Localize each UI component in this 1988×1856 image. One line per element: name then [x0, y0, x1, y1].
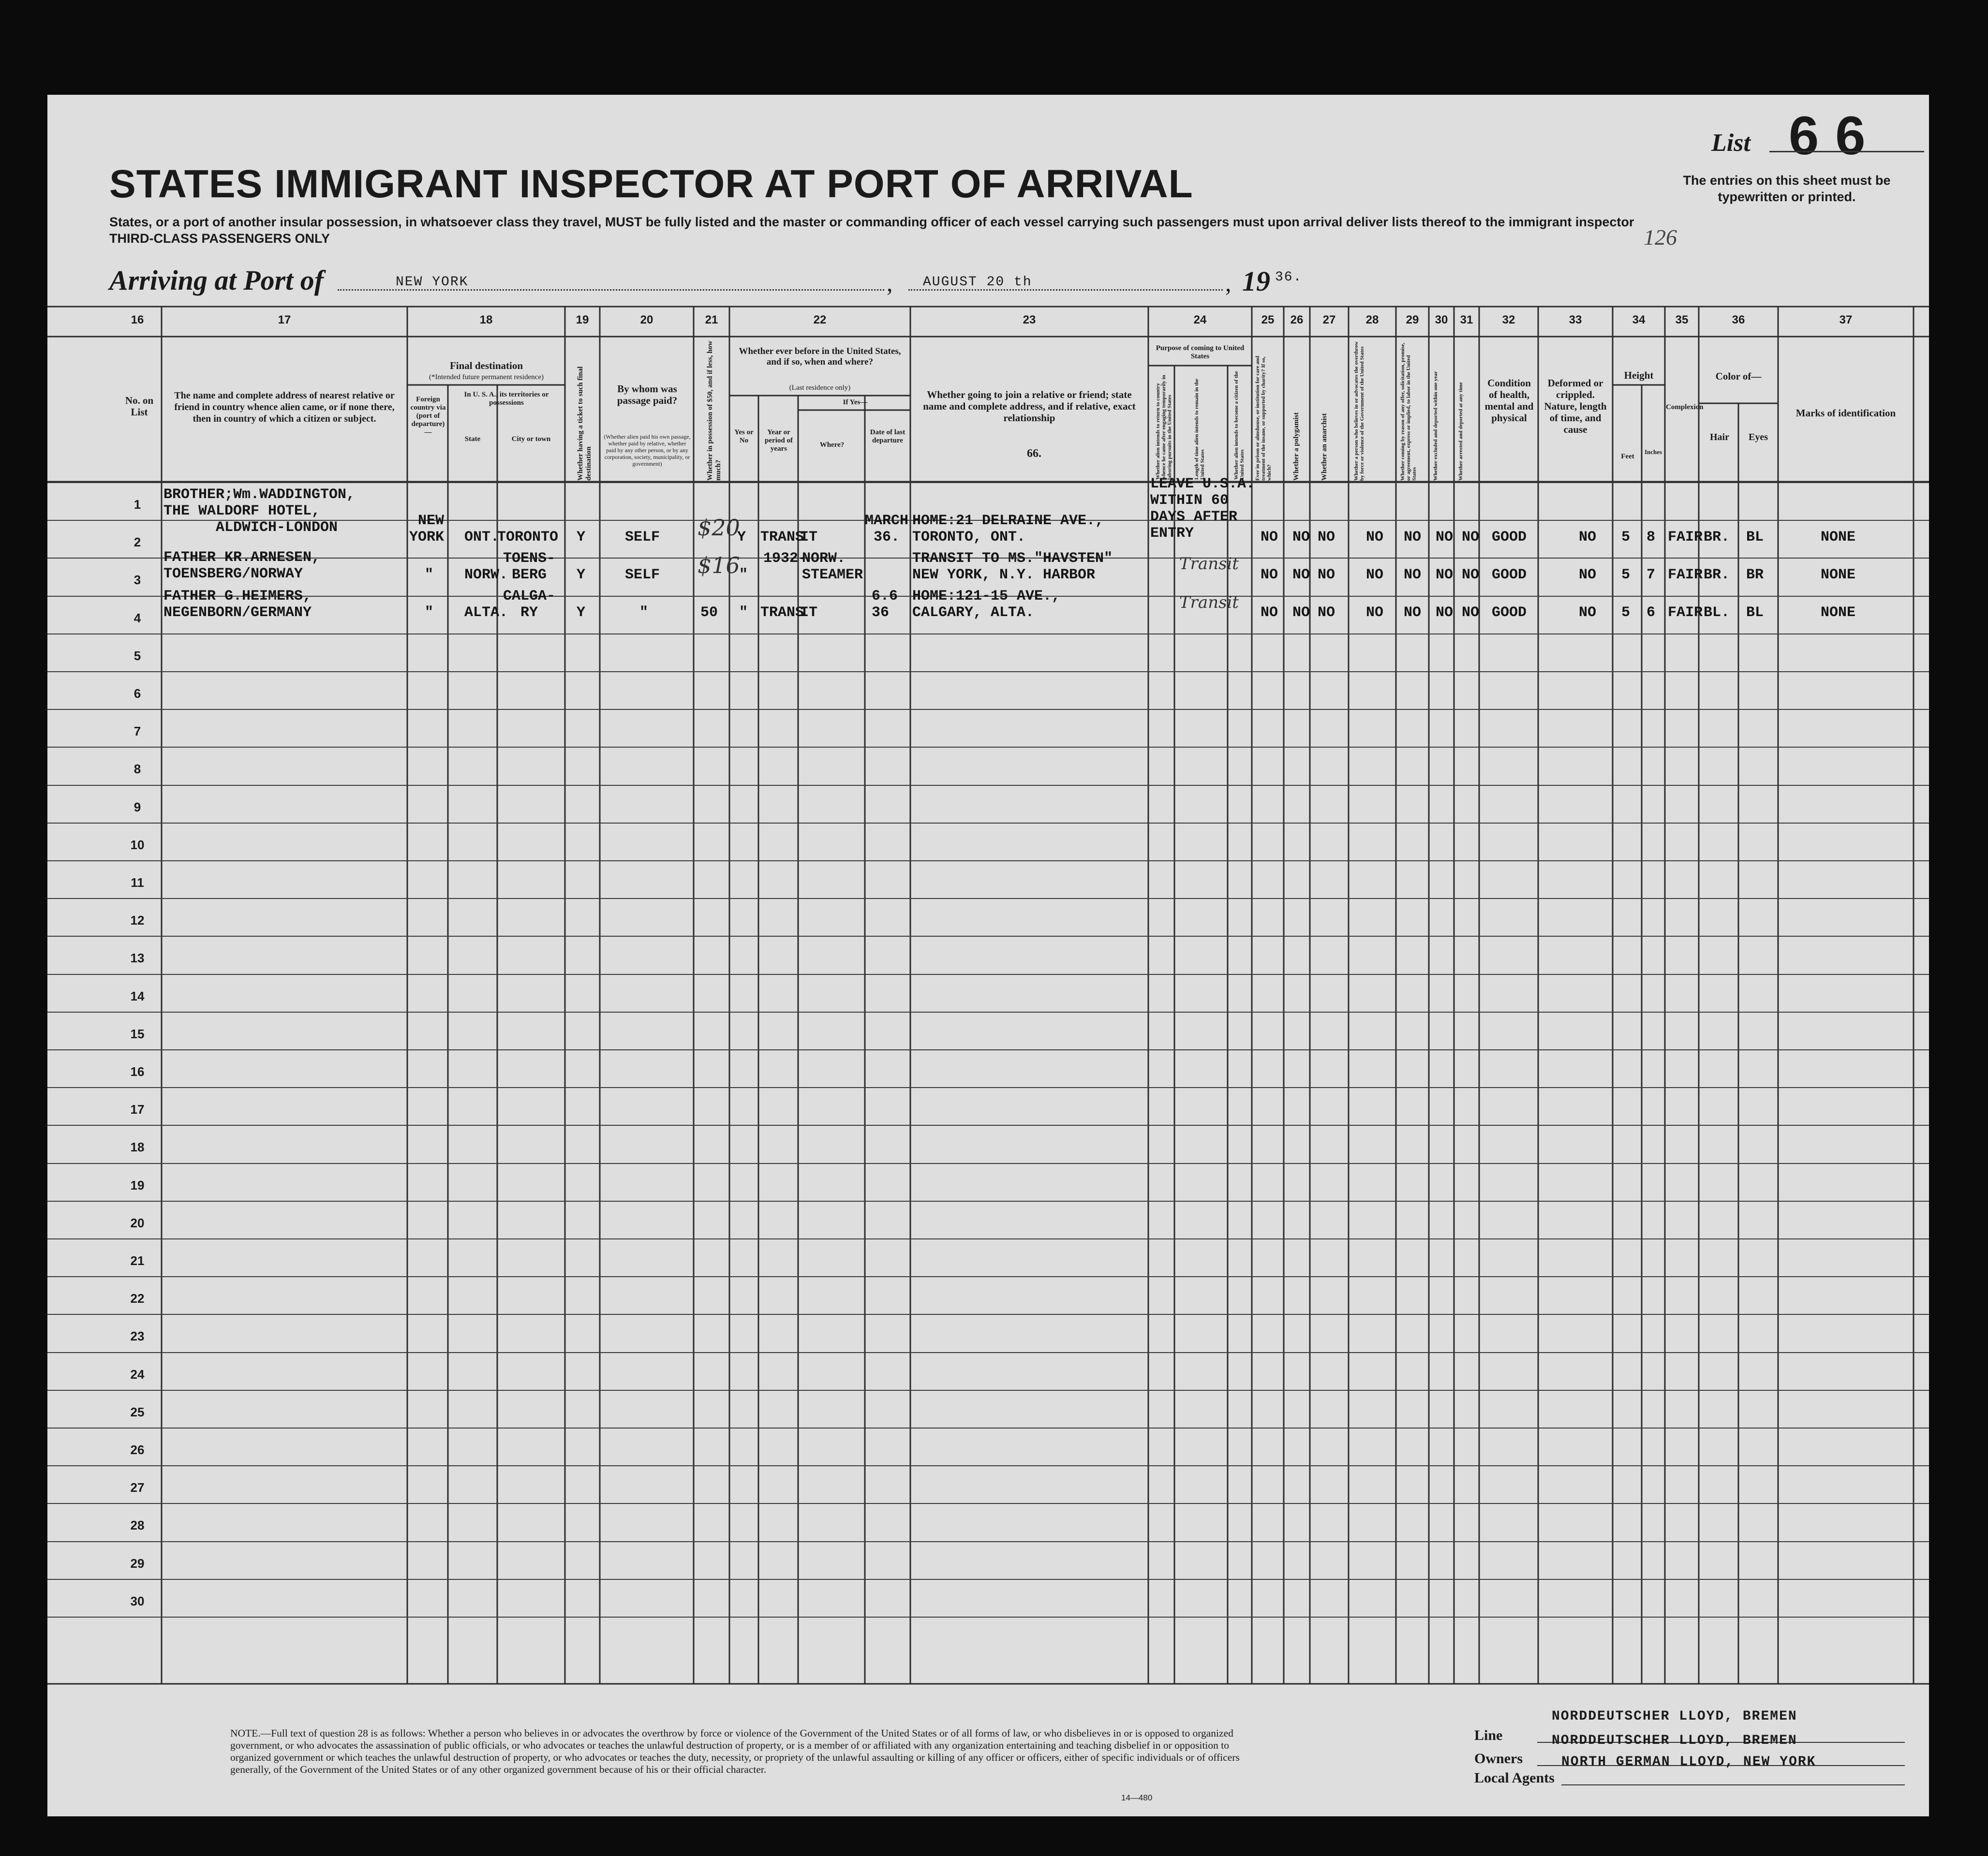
- header-polygamist: Whether a polygamist: [1292, 412, 1300, 481]
- header-health: Condition of health, mental and physical: [1484, 377, 1534, 424]
- row-number: 24: [130, 1367, 145, 1382]
- row1-year: TRANS: [760, 529, 804, 545]
- row2-money: $16: [697, 552, 740, 578]
- row-number: 30: [130, 1594, 145, 1608]
- row1-foreign: NEW YORK: [409, 513, 445, 545]
- column-number: 18: [479, 313, 493, 326]
- port-value: NEW YORK: [396, 275, 469, 290]
- column-number: 26: [1290, 313, 1304, 326]
- header-state: State: [464, 435, 481, 443]
- row1-hair: BR.: [1704, 529, 1730, 545]
- header-final-destination-note: (*Intended future permanent residence): [429, 373, 544, 381]
- header-deported: Whether arrested and deported at any time: [1458, 382, 1464, 481]
- row2-where: NORW. STEAMER: [802, 550, 863, 583]
- row2-yes-no: ": [739, 567, 748, 583]
- line-label: Line: [1474, 1727, 1503, 1743]
- page-title: STATES IMMIGRANT INSPECTOR AT PORT OF ARRIVAL: [109, 162, 1193, 206]
- column-number: 23: [1023, 313, 1036, 326]
- row3-marks: NONE: [1821, 604, 1856, 621]
- row3-flag: NO: [1404, 604, 1422, 621]
- row-number: 28: [130, 1518, 145, 1532]
- row-number: 12: [130, 913, 145, 928]
- arriving-label: Arriving at Port of: [109, 265, 324, 296]
- row-number: 16: [130, 1064, 145, 1079]
- row2-feet: 5: [1621, 567, 1631, 583]
- header-labor-offer: Whether coming by reason of any offer, solicitation, promise, or agreement, express or implied, to labor in the United States: [1400, 342, 1417, 481]
- row3-inches: 6: [1647, 604, 1656, 621]
- row1-joining: HOME:21 DELRAINE AVE., TORONTO, ONT.: [912, 513, 1104, 545]
- row3-flag: NO: [1292, 604, 1310, 621]
- column-number: 36: [1732, 313, 1745, 326]
- header-in-usa: In U. S. A., its territories or possessions: [464, 391, 549, 407]
- row2-marks: NONE: [1821, 567, 1856, 583]
- row1-deformed: NO: [1579, 529, 1597, 545]
- header-ticket: Whether having a ticket to such final destination: [577, 366, 593, 481]
- header-overthrow: Whether a person who believes in or advocates the overthrow by force or violence of the Government of the United States: [1353, 341, 1365, 481]
- row2-inches: 7: [1647, 567, 1656, 583]
- header-if-yes: If Yes—: [843, 398, 868, 406]
- row1-health: GOOD: [1492, 529, 1527, 545]
- column-number: 21: [705, 313, 718, 326]
- row-number: 5: [134, 648, 141, 663]
- row-number: 18: [130, 1140, 145, 1154]
- row2-flag: NO: [1404, 567, 1422, 583]
- row3-purpose: Transit: [1179, 593, 1239, 612]
- comma: ,: [887, 269, 893, 296]
- agents-rule: [1561, 1784, 1905, 1785]
- header-height: Height: [1624, 369, 1654, 381]
- header-passage-paid: By whom was passage paid?: [617, 383, 678, 406]
- header-deformed: Deformed or crippled. Nature, length of time, and cause: [1544, 377, 1607, 435]
- header-inches: Inches: [1644, 448, 1662, 456]
- header-color-of: Color of—: [1715, 370, 1762, 382]
- row-number: 8: [134, 762, 141, 776]
- row2-eyes: BR: [1746, 567, 1764, 583]
- row-number: 1: [134, 497, 141, 512]
- row1-flag: NO: [1292, 529, 1310, 545]
- row2-joining: TRANSIT TO MS."HAVSTEN" NEW YORK, N.Y. HARBOR: [912, 550, 1113, 583]
- row-number: 20: [130, 1216, 145, 1230]
- header-passage-paid-note: (Whether alien paid his own passage, whether paid by relative, whether paid by any other person, or by any corporation, society, municipality, or government): [604, 433, 691, 467]
- row-number: 3: [134, 573, 141, 587]
- row3-flag: NO: [1261, 604, 1278, 621]
- header-foreign-country: Foreign country via (port of departure)—: [410, 396, 446, 436]
- row2-purpose: Transit: [1179, 554, 1239, 574]
- row3-flag: NO: [1366, 604, 1384, 621]
- handwritten-number: 126: [1644, 225, 1677, 250]
- row1-state: ONT.: [464, 529, 500, 545]
- sheet-note: The entries on this sheet must be typewritten or printed.: [1683, 173, 1891, 204]
- row3-deformed: NO: [1579, 604, 1597, 621]
- row2-city: TOENS- BERG: [503, 550, 556, 583]
- row2-flag: NO: [1261, 567, 1278, 583]
- row3-feet: 5: [1621, 604, 1631, 621]
- column-number: 20: [640, 313, 653, 326]
- manifest-grid: [47, 95, 1929, 1816]
- header-ever-before: Whether ever before in the United States, and if so, when and where?: [739, 346, 901, 367]
- row-number: 23: [130, 1329, 145, 1343]
- row-number: 15: [130, 1027, 145, 1041]
- row-number: 29: [130, 1556, 145, 1571]
- year-prefix: 19: [1242, 265, 1270, 297]
- header-excluded: Whether excluded and deported within one year: [1433, 371, 1439, 481]
- header-complexion: Complexion: [1666, 403, 1704, 411]
- row1-eyes: BL: [1746, 529, 1764, 545]
- row2-relative: FATHER KR.ARNESEN, TOENSBERG/NORWAY: [163, 549, 321, 582]
- header-where: Where?: [819, 441, 845, 449]
- header-city: City or town: [511, 435, 551, 443]
- row-number: 10: [130, 838, 145, 852]
- row2-flag: NO: [1436, 567, 1454, 583]
- form-code: 14—480: [1121, 1793, 1153, 1802]
- header-anarchist: Whether an anarchist: [1320, 413, 1328, 481]
- header-yes-no: Yes or No: [734, 428, 754, 444]
- row1-city: TORONTO: [497, 529, 559, 545]
- row-number: 14: [130, 989, 145, 1003]
- row-number: 19: [130, 1178, 145, 1193]
- agents-value: NORTH GERMAN LLOYD, NEW YORK: [1561, 1754, 1816, 1769]
- subtitle-line-2: THIRD-CLASS PASSENGERS ONLY: [109, 231, 330, 246]
- row3-ticket: Y: [577, 604, 586, 621]
- row3-complexion: FAIR: [1668, 604, 1703, 621]
- header-joining: Whether going to join a relative or friend; state name and complete address, and if relative, exact relationship: [923, 389, 1136, 424]
- header-year-period: Year or period of years: [765, 428, 793, 453]
- row2-state: NORW.: [464, 567, 508, 583]
- row-number: 11: [131, 875, 144, 890]
- row3-where: IT: [800, 604, 818, 621]
- row1-flag: NO: [1404, 529, 1422, 545]
- row1-feet: 5: [1621, 529, 1631, 545]
- row-number: 13: [130, 951, 145, 965]
- row-number: 2: [134, 535, 141, 549]
- row-number: 27: [130, 1480, 145, 1495]
- column-number: 33: [1569, 313, 1582, 326]
- line-value: NORDDEUTSCHER LLOYD, BREMEN: [1552, 1709, 1797, 1724]
- row-number: 25: [130, 1405, 145, 1419]
- header-prison: Ever in prison or almshouse, or institution for care and treatment of the insane, or supported by charity? If so, which?: [1255, 355, 1272, 481]
- owners-value: NORDDEUTSCHER LLOYD, BREMEN: [1552, 1733, 1797, 1748]
- row3-year: TRANS: [760, 604, 804, 621]
- header-date-departure: Date of last departure: [870, 428, 905, 444]
- row3-hair: BL.: [1704, 604, 1730, 621]
- column-number: 28: [1365, 313, 1379, 326]
- row3-money: 50: [700, 604, 718, 621]
- column-number: 31: [1460, 313, 1473, 326]
- header-feet: Feet: [1621, 453, 1634, 460]
- row1-flag: NO: [1462, 529, 1480, 545]
- row3-health: GOOD: [1492, 604, 1527, 621]
- row2-foreign: ": [425, 567, 434, 583]
- header-ever-before-note: (Last residence only): [789, 384, 851, 392]
- column-number: 29: [1406, 313, 1419, 326]
- row-number: 4: [134, 611, 141, 625]
- question-28-note: NOTE.—Full text of question 28 is as follows: Whether a person who believes in or advocates the overthrow by force or violence of the Government of the United States or of all forms of law, or who disbelieves in or is opposed to organized government, or who advocates the assassination of public officials, or who advocates or teaches the unlawful destruction of property, or is a member of or affiliated with any organization entertaining and teaching disbelief in or opposition to organized government or which teaches the unlawful destruction of property, or who advocates or teaches the duty, necessity, or propriety of the unlawful assaulting or killing of any officer or officers, either of specific individuals or of officers generally, of the Government of the United States or of any other organized government because of his or their official character.: [230, 1727, 1240, 1775]
- row2-flag: NO: [1318, 567, 1335, 583]
- list-label: List: [1711, 129, 1751, 157]
- row2-ticket: Y: [577, 567, 586, 583]
- header-no-on-list: No. on List: [125, 395, 154, 418]
- date-value: AUGUST 20 th: [923, 275, 1032, 290]
- column-number: 34: [1632, 313, 1646, 326]
- row3-yes-no: ": [739, 604, 748, 621]
- row3-flag: NO: [1462, 604, 1480, 621]
- row3-joining: HOME:121-15 AVE., CALGARY, ALTA.: [912, 588, 1061, 621]
- row1-flag: NO: [1366, 529, 1384, 545]
- row1-departure: MARCH 36.: [865, 513, 909, 545]
- row2-paid: SELF: [625, 567, 660, 583]
- row2-flag: NO: [1462, 567, 1480, 583]
- row2-deformed: NO: [1579, 567, 1597, 583]
- agents-label: Local Agents: [1474, 1770, 1555, 1786]
- manifest-sheet: [47, 95, 1929, 1816]
- header-hair: Hair: [1710, 432, 1729, 442]
- row-number: 17: [130, 1102, 145, 1117]
- column-number: 22: [813, 313, 827, 326]
- row2-complexion: FAIR: [1668, 567, 1703, 583]
- row3-foreign: ": [425, 604, 434, 621]
- row1-paid: SELF: [625, 529, 660, 545]
- row1-flag: NO: [1261, 529, 1278, 545]
- row2-flag: NO: [1292, 567, 1310, 583]
- row3-flag: NO: [1318, 604, 1335, 621]
- row3-relative: FATHER G.HEIMERS, NEGENBORN/GERMANY: [163, 588, 312, 621]
- row1-flag: NO: [1436, 529, 1454, 545]
- row-number: 22: [130, 1291, 145, 1306]
- column-number: 17: [278, 313, 291, 326]
- header-purpose-citizen: Whether alien intends to become a citizen of the United States: [1233, 371, 1245, 480]
- row1-ticket: Y: [577, 529, 586, 545]
- column-number: 25: [1261, 313, 1275, 326]
- column-number: 37: [1839, 313, 1853, 326]
- column-number: 19: [576, 313, 589, 326]
- row3-state: ALTA.: [464, 604, 508, 621]
- header-purpose-return: Whether alien intends to return to country whence he came after engaging temporarily in laboring pursuits in the United States: [1155, 375, 1172, 480]
- row-number: 9: [134, 800, 141, 814]
- row-number: 7: [134, 724, 141, 738]
- row1-money: $20: [697, 515, 740, 541]
- column-number: 16: [131, 313, 144, 326]
- row3-eyes: BL: [1746, 604, 1764, 621]
- header-purpose: Purpose of coming to United States: [1156, 344, 1245, 360]
- subtitle-line-1: States, or a port of another insular possession, in whatsoever class they travel, MUST be fully listed and the master or commanding officer of each vessel carrying such passengers must upon arrival deliver lists thereof to the immigrant inspector: [109, 215, 1634, 229]
- column-number: 32: [1502, 313, 1515, 326]
- row-number: 6: [134, 686, 141, 701]
- row3-paid: ": [639, 604, 649, 621]
- row2-flag: NO: [1366, 567, 1384, 583]
- header-joining-number: 66.: [1027, 447, 1041, 460]
- comma: ,: [1225, 269, 1231, 296]
- header-nearest-relative: The name and complete address of nearest relative or friend in country whence alien came, or if none there, then in country of which a citizen or subject.: [174, 390, 395, 424]
- header-purpose-length: Length of time alien intends to remain in the United States: [1194, 379, 1205, 480]
- header-marks: Marks of identification: [1795, 407, 1896, 419]
- year-suffix: 36.: [1275, 270, 1303, 285]
- row1-complexion: FAIR: [1668, 529, 1703, 545]
- column-number: 24: [1193, 313, 1207, 326]
- header-money: Whether in possession of $50, and if less, how much?: [706, 340, 722, 481]
- row1-inches: 8: [1647, 529, 1656, 545]
- column-number: 30: [1435, 313, 1448, 326]
- row2-health: GOOD: [1492, 567, 1527, 583]
- row1-marks: NONE: [1821, 529, 1856, 545]
- row3-city: CALGA- RY: [503, 588, 556, 621]
- row-number: 26: [130, 1443, 145, 1457]
- row2-hair: BR.: [1704, 567, 1730, 583]
- list-number: 66: [1789, 105, 1882, 166]
- row2-year: 1932-: [763, 550, 807, 567]
- row1-yes-no: Y: [737, 529, 746, 545]
- row1-relative: BROTHER;Wm.WADDINGTON, THE WALDORF HOTEL, ALDWICH-LONDON: [163, 486, 356, 536]
- column-number: 35: [1675, 313, 1689, 326]
- owners-label: Owners: [1474, 1751, 1523, 1767]
- column-number: 27: [1322, 313, 1336, 326]
- row1-flag: NO: [1318, 529, 1335, 545]
- row1-where: IT: [800, 529, 818, 545]
- row3-flag: NO: [1436, 604, 1454, 621]
- row3-departure: 6.6 36: [872, 588, 898, 621]
- header-eyes: Eyes: [1749, 432, 1768, 442]
- row-number: 21: [130, 1253, 145, 1268]
- row1-purpose: LEAVE U.S.A. WITHIN 60 DAYS AFTER ENTRY: [1150, 476, 1255, 542]
- header-final-destination: Final destination: [449, 360, 523, 371]
